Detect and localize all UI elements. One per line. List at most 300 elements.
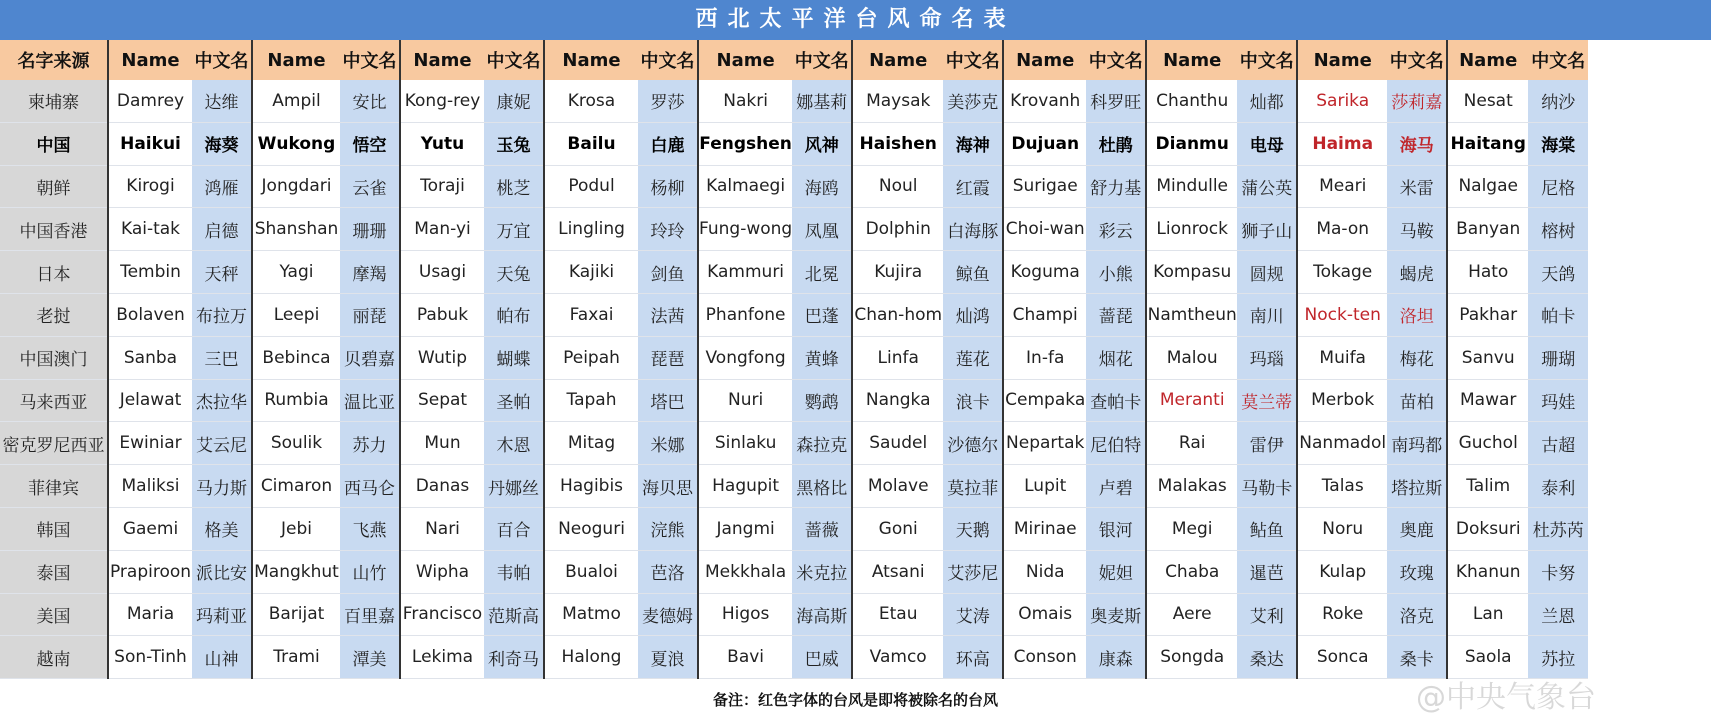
typhoon-name-zh: 马鞍 [1387,208,1447,251]
typhoon-name-en: Kajiki [544,251,638,294]
typhoon-name-zh: 舒力基 [1086,165,1146,208]
typhoon-name-en: Sarika [1297,80,1387,122]
header-name: Name [252,40,340,80]
typhoon-name-en: Mangkhut [252,550,340,593]
typhoon-name-en: Danas [400,465,484,508]
typhoon-name-en: Guchol [1447,422,1528,465]
table-row [0,422,1588,465]
typhoon-name-en: Nalgae [1447,165,1528,208]
typhoon-name-zh: 帕布 [484,293,544,336]
typhoon-name-zh: 蔷琵 [1086,293,1146,336]
typhoon-name-en: Haishen [852,122,943,165]
typhoon-name-zh: 妮妲 [1086,550,1146,593]
typhoon-name-zh: 启德 [192,208,252,251]
typhoon-name-en: Vamco [852,636,943,679]
typhoon-name-en: Namtheun [1146,293,1237,336]
typhoon-name-en: Barijat [252,593,340,636]
typhoon-name-zh: 百里嘉 [340,593,400,636]
typhoon-name-en: Sanba [108,336,192,379]
typhoon-name-zh: 摩羯 [340,251,400,294]
typhoon-name-en: Prapiroon [108,550,192,593]
typhoon-name-en: Cempaka [1003,379,1086,422]
typhoon-name-en: Gaemi [108,507,192,550]
header-chinese-name: 中文名 [1237,40,1297,80]
name-source-cell: 朝鲜 [0,165,108,208]
typhoon-name-en: Podul [544,165,638,208]
typhoon-name-zh: 范斯高 [484,593,544,636]
name-source-cell: 美国 [0,593,108,636]
typhoon-name-en: Meranti [1146,379,1237,422]
typhoon-name-en: Bolaven [108,293,192,336]
typhoon-name-en: Omais [1003,593,1086,636]
typhoon-name-en: Lupit [1003,465,1086,508]
typhoon-name-zh: 温比亚 [340,379,400,422]
name-source-cell: 菲律宾 [0,465,108,508]
typhoon-name-en: Merbok [1297,379,1387,422]
typhoon-name-zh: 艾涛 [943,593,1003,636]
typhoon-name-en: Wukong [252,122,340,165]
header-name: Name [400,40,484,80]
typhoon-name-en: Mun [400,422,484,465]
name-source-cell: 中国香港 [0,208,108,251]
typhoon-name-zh: 米娜 [638,422,698,465]
typhoon-name-zh: 达维 [192,80,252,122]
header-chinese-name: 中文名 [638,40,698,80]
typhoon-name-en: Trami [252,636,340,679]
typhoon-name-zh: 蝎虎 [1387,251,1447,294]
typhoon-name-zh: 麦德姆 [638,593,698,636]
header-chinese-name: 中文名 [792,40,852,80]
typhoon-name-zh: 鲇鱼 [1237,507,1297,550]
typhoon-name-en: Koguma [1003,251,1086,294]
typhoon-name-en: Toraji [400,165,484,208]
typhoon-name-en: Faxai [544,293,638,336]
typhoon-name-zh: 小熊 [1086,251,1146,294]
typhoon-name-zh: 圆规 [1237,251,1297,294]
typhoon-name-zh: 玛瑙 [1237,336,1297,379]
typhoon-name-en: Songda [1146,636,1237,679]
typhoon-name-en: Muifa [1297,336,1387,379]
header-name: Name [1146,40,1237,80]
typhoon-name-zh: 榕树 [1528,208,1588,251]
name-source-cell: 日本 [0,251,108,294]
typhoon-name-zh: 天秤 [192,251,252,294]
typhoon-name-en: Pakhar [1447,293,1528,336]
typhoon-name-en: Ampil [252,80,340,122]
table-row [0,336,1588,379]
typhoon-name-zh: 丹娜丝 [484,465,544,508]
typhoon-name-en: Saola [1447,636,1528,679]
typhoon-name-en: Sanvu [1447,336,1528,379]
table-title: 西北太平洋台风命名表 [0,0,1711,40]
typhoon-name-zh: 剑鱼 [638,251,698,294]
typhoon-name-en: Peipah [544,336,638,379]
typhoon-name-zh: 法茜 [638,293,698,336]
typhoon-name-en: Son-Tinh [108,636,192,679]
typhoon-name-en: Cimaron [252,465,340,508]
typhoon-name-en: Maria [108,593,192,636]
header-chinese-name: 中文名 [1086,40,1146,80]
typhoon-name-en: Hagibis [544,465,638,508]
typhoon-name-zh: 电母 [1237,122,1297,165]
header-chinese-name: 中文名 [1528,40,1588,80]
typhoon-name-en: Tokage [1297,251,1387,294]
typhoon-name-zh: 贝碧嘉 [340,336,400,379]
typhoon-name-zh: 派比安 [192,550,252,593]
typhoon-name-en: Kalmaegi [698,165,792,208]
typhoon-name-en: Dolphin [852,208,943,251]
typhoon-name-en: Atsani [852,550,943,593]
typhoon-name-zh: 森拉克 [792,422,852,465]
typhoon-name-zh: 玉兔 [484,122,544,165]
name-source-cell: 老挝 [0,293,108,336]
typhoon-name-en: Champi [1003,293,1086,336]
typhoon-name-en: Sepat [400,379,484,422]
table-row [0,165,1588,208]
typhoon-name-zh: 娜基莉 [792,80,852,122]
typhoon-name-zh: 山竹 [340,550,400,593]
typhoon-name-en: Kai-tak [108,208,192,251]
typhoon-name-zh: 西马仑 [340,465,400,508]
table-row [0,507,1588,550]
table-row [0,208,1588,251]
typhoon-name-zh: 百合 [484,507,544,550]
typhoon-name-en: Ewiniar [108,422,192,465]
typhoon-name-zh: 卢碧 [1086,465,1146,508]
typhoon-name-zh: 玛莉亚 [192,593,252,636]
typhoon-name-en: Vongfong [698,336,792,379]
typhoon-name-zh: 白鹿 [638,122,698,165]
typhoon-name-en: Meari [1297,165,1387,208]
typhoon-name-zh: 夏浪 [638,636,698,679]
typhoon-name-zh: 韦帕 [484,550,544,593]
typhoon-name-en: Yagi [252,251,340,294]
typhoon-name-en: Neoguri [544,507,638,550]
typhoon-name-en: Nanmadol [1297,422,1387,465]
typhoon-name-zh: 芭洛 [638,550,698,593]
name-source-cell: 马来西亚 [0,379,108,422]
typhoon-name-zh: 玛娃 [1528,379,1588,422]
typhoon-name-zh: 米克拉 [792,550,852,593]
typhoon-name-en: Conson [1003,636,1086,679]
header-name: Name [852,40,943,80]
typhoon-name-en: Sinlaku [698,422,792,465]
typhoon-name-zh: 蝴蝶 [484,336,544,379]
typhoon-name-en: Doksuri [1447,507,1528,550]
typhoon-name-zh: 泰利 [1528,465,1588,508]
typhoon-name-zh: 尼伯特 [1086,422,1146,465]
typhoon-name-en: Bualoi [544,550,638,593]
header-name: Name [108,40,192,80]
typhoon-name-en: Fung-wong [698,208,792,251]
header-name: Name [544,40,638,80]
typhoon-name-en: Noru [1297,507,1387,550]
typhoon-name-en: Krovanh [1003,80,1086,122]
typhoon-name-zh: 康妮 [484,80,544,122]
typhoon-name-en: Kong-rey [400,80,484,122]
name-source-cell: 中国澳门 [0,336,108,379]
typhoon-name-en: Nakri [698,80,792,122]
typhoon-name-en: Noul [852,165,943,208]
typhoon-name-zh: 圣帕 [484,379,544,422]
name-source-cell: 泰国 [0,550,108,593]
typhoon-name-zh: 玲玲 [638,208,698,251]
typhoon-name-zh: 万宜 [484,208,544,251]
typhoon-name-zh: 浣熊 [638,507,698,550]
typhoon-name-en: Maysak [852,80,943,122]
typhoon-name-en: Kirogi [108,165,192,208]
typhoon-name-zh: 苏力 [340,422,400,465]
table-row [0,122,1588,165]
typhoon-name-zh: 暹芭 [1237,550,1297,593]
typhoon-name-zh: 银河 [1086,507,1146,550]
typhoon-name-zh: 康森 [1086,636,1146,679]
typhoon-name-zh: 海棠 [1528,122,1588,165]
typhoon-name-zh: 科罗旺 [1086,80,1146,122]
typhoon-name-zh: 海高斯 [792,593,852,636]
typhoon-name-en: Talim [1447,465,1528,508]
typhoon-name-en: Malakas [1146,465,1237,508]
typhoon-name-en: Linfa [852,336,943,379]
typhoon-name-zh: 沙德尔 [943,422,1003,465]
typhoon-name-zh: 浪卡 [943,379,1003,422]
typhoon-name-zh: 天鸽 [1528,251,1588,294]
header-chinese-name: 中文名 [340,40,400,80]
typhoon-name-zh: 灿鸿 [943,293,1003,336]
typhoon-name-zh: 南川 [1237,293,1297,336]
typhoon-name-en: Hagupit [698,465,792,508]
typhoon-name-en: Hato [1447,251,1528,294]
typhoon-name-zh: 云雀 [340,165,400,208]
typhoon-name-zh: 奥鹿 [1387,507,1447,550]
typhoon-name-en: Khanun [1447,550,1528,593]
typhoon-name-en: Choi-wan [1003,208,1086,251]
typhoon-name-en: Roke [1297,593,1387,636]
typhoon-name-zh: 桃芝 [484,165,544,208]
typhoon-name-en: Lan [1447,593,1528,636]
typhoon-name-en: Chaba [1146,550,1237,593]
typhoon-name-en: Jongdari [252,165,340,208]
typhoon-name-en: Nari [400,507,484,550]
name-source-cell: 柬埔寨 [0,80,108,122]
typhoon-name-en: Tembin [108,251,192,294]
typhoon-name-zh: 琵琶 [638,336,698,379]
typhoon-name-zh: 天鹅 [943,507,1003,550]
typhoon-name-zh: 天兔 [484,251,544,294]
table-row [0,293,1588,336]
typhoon-name-en: Saudel [852,422,943,465]
typhoon-name-en: Jangmi [698,507,792,550]
typhoon-name-en: Wipha [400,550,484,593]
typhoon-name-en: Bailu [544,122,638,165]
typhoon-name-zh: 莫兰蒂 [1237,379,1297,422]
typhoon-name-zh: 悟空 [340,122,400,165]
typhoon-name-zh: 杰拉华 [192,379,252,422]
typhoon-name-zh: 木恩 [484,422,544,465]
typhoon-name-zh: 杨柳 [638,165,698,208]
typhoon-name-zh: 烟花 [1086,336,1146,379]
typhoon-name-zh: 北冕 [792,251,852,294]
typhoon-name-zh: 南玛都 [1387,422,1447,465]
header-name: Name [1447,40,1528,80]
typhoon-name-zh: 帕卡 [1528,293,1588,336]
typhoon-name-zh: 艾利 [1237,593,1297,636]
typhoon-name-zh: 塔拉斯 [1387,465,1447,508]
name-source-cell: 中国 [0,122,108,165]
typhoon-name-zh: 海贝思 [638,465,698,508]
typhoon-name-en: Shanshan [252,208,340,251]
typhoon-name-en: Mindulle [1146,165,1237,208]
typhoon-name-zh: 格美 [192,507,252,550]
typhoon-name-zh: 桑达 [1237,636,1297,679]
typhoon-name-zh: 三巴 [192,336,252,379]
typhoon-name-zh: 兰恩 [1528,593,1588,636]
typhoon-name-en: Kompasu [1146,251,1237,294]
typhoon-name-zh: 米雷 [1387,165,1447,208]
typhoon-name-en: Lekima [400,636,484,679]
typhoon-name-zh: 莫拉菲 [943,465,1003,508]
typhoon-name-zh: 布拉万 [192,293,252,336]
typhoon-name-en: Phanfone [698,293,792,336]
header-name: Name [1297,40,1387,80]
typhoon-name-zh: 鲸鱼 [943,251,1003,294]
typhoon-name-zh: 潭美 [340,636,400,679]
header-chinese-name: 中文名 [484,40,544,80]
typhoon-name-en: Damrey [108,80,192,122]
typhoon-name-en: Nangka [852,379,943,422]
typhoon-name-en: Man-yi [400,208,484,251]
typhoon-name-zh: 巴蓬 [792,293,852,336]
typhoon-name-zh: 苗柏 [1387,379,1447,422]
typhoon-name-zh: 洛坦 [1387,293,1447,336]
table-row [0,379,1588,422]
typhoon-name-en: Rai [1146,422,1237,465]
typhoon-name-zh: 鹦鹉 [792,379,852,422]
table-row [0,465,1588,508]
typhoon-name-zh: 飞燕 [340,507,400,550]
typhoon-name-en: Ma-on [1297,208,1387,251]
typhoon-name-zh: 莲花 [943,336,1003,379]
typhoon-name-en: Yutu [400,122,484,165]
typhoon-name-zh: 山神 [192,636,252,679]
typhoon-name-en: Surigae [1003,165,1086,208]
typhoon-name-en: Usagi [400,251,484,294]
typhoon-name-zh: 海马 [1387,122,1447,165]
typhoon-name-zh: 红霞 [943,165,1003,208]
typhoon-name-en: Nida [1003,550,1086,593]
typhoon-name-zh: 玫瑰 [1387,550,1447,593]
typhoon-name-en: Nuri [698,379,792,422]
header-chinese-name: 中文名 [943,40,1003,80]
typhoon-name-zh: 利奇马 [484,636,544,679]
typhoon-name-zh: 海葵 [192,122,252,165]
typhoon-name-zh: 马力斯 [192,465,252,508]
typhoon-name-en: In-fa [1003,336,1086,379]
header-row [0,40,1588,80]
typhoon-name-en: Kujira [852,251,943,294]
table-row [0,550,1588,593]
typhoon-name-zh: 古超 [1528,422,1588,465]
typhoon-name-zh: 巴威 [792,636,852,679]
typhoon-name-en: Maliksi [108,465,192,508]
typhoon-name-en: Chanthu [1146,80,1237,122]
typhoon-name-zh: 奥麦斯 [1086,593,1146,636]
typhoon-name-zh: 卡努 [1528,550,1588,593]
typhoon-name-zh: 丽琵 [340,293,400,336]
typhoon-name-zh: 彩云 [1086,208,1146,251]
typhoon-name-zh: 鸿雁 [192,165,252,208]
typhoon-name-en: Lionrock [1146,208,1237,251]
header-name: Name [1003,40,1086,80]
typhoon-name-en: Kulap [1297,550,1387,593]
typhoon-name-en: Francisco [400,593,484,636]
typhoon-name-zh: 桑卡 [1387,636,1447,679]
typhoon-name-zh: 珊珊 [340,208,400,251]
typhoon-name-en: Banyan [1447,208,1528,251]
typhoon-name-en: Wutip [400,336,484,379]
typhoon-name-en: Etau [852,593,943,636]
typhoon-name-zh: 风神 [792,122,852,165]
typhoon-name-zh: 杜鹃 [1086,122,1146,165]
typhoon-name-en: Sonca [1297,636,1387,679]
table-row [0,251,1588,294]
typhoon-name-en: Halong [544,636,638,679]
typhoon-name-en: Molave [852,465,943,508]
typhoon-name-en: Dujuan [1003,122,1086,165]
typhoon-name-zh: 雷伊 [1237,422,1297,465]
typhoon-name-zh: 安比 [340,80,400,122]
typhoon-name-en: Jelawat [108,379,192,422]
name-source-cell: 越南 [0,636,108,679]
typhoon-name-zh: 查帕卡 [1086,379,1146,422]
weibo-watermark: @中央气象台 [1416,680,1596,715]
typhoon-name-en: Haima [1297,122,1387,165]
typhoon-name-zh: 美莎克 [943,80,1003,122]
typhoon-name-en: Malou [1146,336,1237,379]
typhoon-name-zh: 艾莎尼 [943,550,1003,593]
typhoon-name-zh: 莎莉嘉 [1387,80,1447,122]
typhoon-name-zh: 梅花 [1387,336,1447,379]
typhoon-name-zh: 珊瑚 [1528,336,1588,379]
typhoon-name-en: Kammuri [698,251,792,294]
typhoon-name-en: Tapah [544,379,638,422]
typhoon-name-en: Haitang [1447,122,1528,165]
typhoon-name-zh: 灿都 [1237,80,1297,122]
typhoon-name-en: Mawar [1447,379,1528,422]
header-chinese-name: 中文名 [1387,40,1447,80]
typhoon-name-en: Nepartak [1003,422,1086,465]
typhoon-name-en: Pabuk [400,293,484,336]
typhoon-name-table [0,40,1588,679]
typhoon-name-zh: 白海豚 [943,208,1003,251]
header-source: 名字来源 [0,40,108,80]
typhoon-name-en: Mitag [544,422,638,465]
typhoon-name-en: Mirinae [1003,507,1086,550]
typhoon-name-zh: 马勒卡 [1237,465,1297,508]
typhoon-name-en: Jebi [252,507,340,550]
typhoon-name-en: Matmo [544,593,638,636]
table-row [0,593,1588,636]
typhoon-name-en: Rumbia [252,379,340,422]
typhoon-name-zh: 尼格 [1528,165,1588,208]
typhoon-name-en: Bavi [698,636,792,679]
typhoon-name-zh: 苏拉 [1528,636,1588,679]
name-source-cell: 韩国 [0,507,108,550]
typhoon-name-zh: 艾云尼 [192,422,252,465]
typhoon-name-en: Dianmu [1146,122,1237,165]
name-source-cell: 密克罗尼西亚 [0,422,108,465]
typhoon-name-zh: 蒲公英 [1237,165,1297,208]
